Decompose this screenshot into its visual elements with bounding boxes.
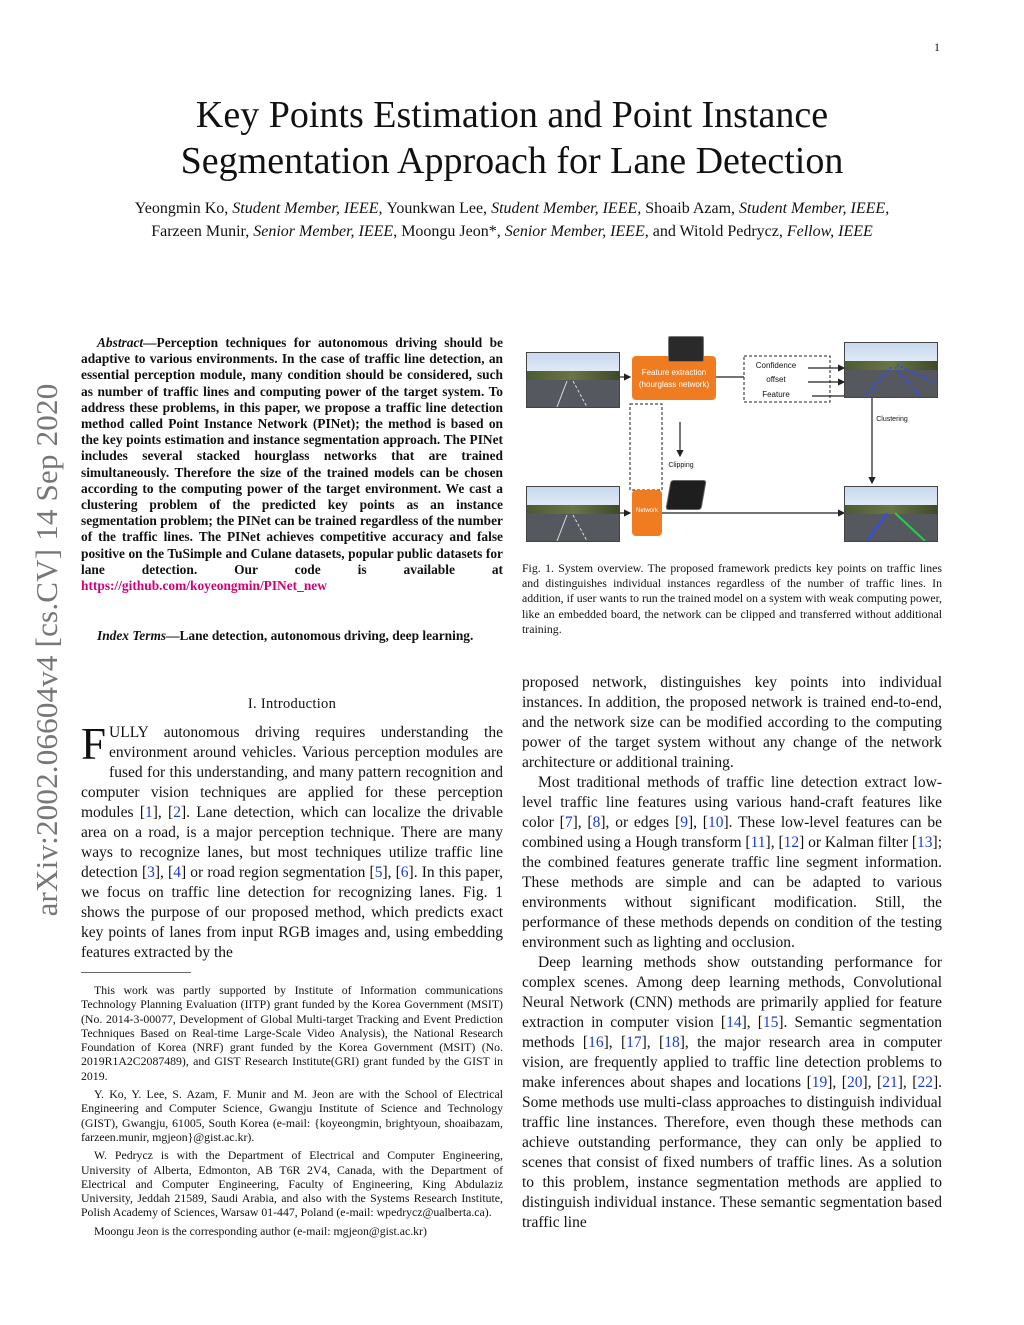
citation-link[interactable]: 6 <box>400 864 409 881</box>
author-role: Senior Member, IEEE <box>253 223 394 240</box>
index-terms-label: Index Terms <box>97 628 167 643</box>
text-run: ]; the combined features generate traffic line segment information. These methods are simple and can be adapted to various environments without significant modification. Still, the performance of these methods depends on condition of the testing environment such as lighting and occlusion. <box>522 834 943 951</box>
text-run: ], or edges [ <box>600 814 681 831</box>
footnote-rule <box>81 972 191 973</box>
clustering-label: Clustering <box>876 416 908 423</box>
text-run: ]. Lane detection, which can localize the drivable area on a road, is a major perception technique. There are many ways to recognize lanes, but most techniques utilize traffic line detection [ <box>81 804 504 881</box>
text-run: ]. Semantic segmentation methods [ <box>522 1014 942 1051</box>
abstract-text: —Perception techniques for autonomous driving should be adaptive to various environments. In the case of traffic line detection, an essential perception module, many condition should be considered, such as number of traffic lines and computing power of the target system. To address these problems, in this paper, we propose a traffic line detection method called Point Instance Network (PINet); the method is based on the key points estimation and instance segmentation approach. The PINet includes several stacked hourglass networks that are trained simultaneously. Therefore the size of the trained models can be chosen according to the computing power of the target environment. We cast a clustering problem of the predicted key points as an instance segmentation problem; the PINet can be trained regardless of the number of the traffic lines. The PINet achieves competitive accuracy and false positive on the TuSimple and Culane datasets, popular public datasets for lane detection. Our code is available at <box>81 335 503 577</box>
citation-link[interactable]: 18 <box>664 1034 680 1051</box>
page-number: 1 <box>934 40 940 54</box>
text-run: ], [ <box>897 1074 918 1091</box>
feature-label: Feature <box>762 390 790 399</box>
clipping-label: Clipping <box>668 462 694 469</box>
text-run: Deep learning methods show outstanding performance for complex scenes. Among deep learning methods, Convolutional Neural Network (CNN) methods are primarily applied for feature extraction in computer vision [ <box>522 954 942 1031</box>
footnote-affiliation: W. Pedrycz is with the Department of Electrical and Computer Engineering, University of Alberta, Edmonton, AB T6R 2V4, Canada, with the Department of Electrical and Computer Engineering, Faculty of Engineering, King Abdulaziz University, Jeddah 21589, Saudi Arabia, and also with the Systems Research Institute, Polish Academy of Sciences, Warsaw 01-447, Poland (e-mail: wpedrycz@ualberta.ca). <box>81 1148 503 1220</box>
confidence-label: Confidence <box>755 361 797 370</box>
footnote-affiliation: Y. Ko, Y. Lee, S. Azam, F. Munir and M. Jeon are with the School of Electrical Engineering and Computer Science, Gwangju Institute of Science and Technology (GIST), Gwangju, 61005, South Korea (e-mail: {koyeongmin, brightyoun, shoaibazam, farzeen.munir, mgjeon}@gist.ac.kr). <box>81 1087 503 1144</box>
citation-link[interactable]: 21 <box>882 1074 898 1091</box>
citation-link[interactable]: 20 <box>846 1074 863 1091</box>
lane-instance <box>895 513 925 541</box>
text-run: ]. In this paper, we focus on traffic line detection for recognizing lanes. Fig. 1 shows the purpose of our proposed method, which predicts exact key points of lanes from input RGB images and, using embedding features extracted by the <box>81 864 503 961</box>
citation-link[interactable]: 15 <box>762 1014 779 1031</box>
arxiv-stamp <box>22 350 72 950</box>
section-heading: I. Introduction <box>247 696 337 712</box>
input-road-image <box>526 352 620 408</box>
author-name: Shoaib Azam, <box>645 200 740 217</box>
network-label: Network <box>635 508 658 514</box>
author-list <box>110 197 914 243</box>
output-keypoints-image <box>844 342 938 398</box>
author-name: , and Witold Pedrycz, <box>644 223 787 240</box>
text-run: Most traditional methods of traffic line detection extract low-level traffic line features using various hand-craft features like color [ <box>522 774 942 831</box>
index-terms-text: —Lane detection, autonomous driving, deep learning. <box>166 628 474 643</box>
text-run: ]. These low-level features can be combined using a Hough transform [ <box>522 814 942 851</box>
citation-link[interactable]: 7 <box>564 814 573 831</box>
code-link[interactable]: https://github.com/koyeongmin/PINet_new <box>81 578 327 594</box>
paragraph <box>522 673 942 773</box>
citation-link[interactable]: 10 <box>707 814 724 831</box>
author-role: Student Member, IEEE, <box>491 200 646 217</box>
output-instances-image <box>844 486 938 542</box>
text-run: ] or Kalman filter [ <box>799 834 918 851</box>
citation-link[interactable]: 16 <box>588 1034 604 1051</box>
lane-keypoints <box>895 367 921 397</box>
citation-link[interactable]: 4 <box>173 864 181 881</box>
text-run: ], [ <box>152 804 174 821</box>
lane-keypoints <box>897 365 937 383</box>
text-run: ], [ <box>827 1074 847 1091</box>
title-line-2: Segmentation Approach for Lane Detection <box>180 140 844 182</box>
embedded-board-icon <box>665 480 706 510</box>
text-run: ULLY autonomous driving requires understanding the environment around vehicles. Various perception modules are fused for this understanding, and many pattern recognition and computer vision techniques are applied for these perception modules [ <box>81 724 503 821</box>
offset-label: offset <box>766 375 786 384</box>
gpu-icon <box>668 336 704 362</box>
citation-link[interactable]: 8 <box>592 814 601 831</box>
drop-cap: F <box>81 719 107 769</box>
citation-link[interactable]: 19 <box>811 1074 828 1091</box>
text-run: ], [ <box>862 1074 883 1091</box>
author-role: Senior Member, IEEE <box>504 223 645 240</box>
text-run: ], [ <box>382 864 401 881</box>
author-role: Student Member, IEEE, <box>232 200 387 217</box>
figure-1 <box>522 330 944 550</box>
abstract <box>81 335 503 594</box>
footnotes <box>81 983 503 1242</box>
citation-link[interactable]: 12 <box>783 834 800 851</box>
abstract-label: Abstract <box>97 335 144 350</box>
author-role: Fellow, IEEE <box>786 223 873 240</box>
text-run: ], [ <box>765 834 784 851</box>
citation-link[interactable]: 5 <box>374 864 383 881</box>
paragraph <box>522 953 942 1233</box>
figure-caption: Fig. 1. System overview. The proposed framework predicts key points on traffic lines and distinguishes individual instances regardless of the number of traffic lines. In addition, if user wants to run the trained model on a system with weak computing power, like an embedded board, the network can be clipped and transferred without additional training. <box>522 561 942 636</box>
text-run: ], the major research area in computer vision, are frequently applied to traffic line detection problems to make inferences about shapes and locations [ <box>522 1034 942 1091</box>
footnote-funding: This work was partly supported by Institute of Information communications Technology Planning Evaluation (IITP) grant funded by the Korea Government (MSIT) (No. 2014-3-00077, Development of Global Multi-target Tracking and Event Prediction Techniques Based on Real-time Large-Scale Video Analysis), the National Research Foundation of Korea (NRF) grant funded by the Korea Government (MSIT) (No. 2019R1A2C2087489), and GIST Research Institute(GRI) grant funded by the GIST in 2019. <box>81 983 503 1083</box>
right-column-text <box>522 673 942 1233</box>
label-line: Feature extraction <box>641 368 707 377</box>
intro-paragraph <box>81 719 504 963</box>
text-run: ], [ <box>687 814 708 831</box>
feature-extraction-label <box>632 368 716 389</box>
citation-link[interactable]: 1 <box>144 804 153 821</box>
author-name: Yeongmin Ko, <box>134 200 233 217</box>
text-run: ] or road region segmentation [ <box>180 864 375 881</box>
text-run: ], [ <box>572 814 593 831</box>
citation-link[interactable]: 22 <box>917 1074 933 1091</box>
text-run: ], [ <box>603 1034 627 1051</box>
title-line-1: Key Points Estimation and Point Instance <box>195 94 829 136</box>
arxiv-id: arXiv:2002.06604v4 [cs.CV] 14 Sep 2020 <box>29 383 64 917</box>
citation-link[interactable]: 3 <box>147 864 155 881</box>
citation-link[interactable]: 2 <box>173 804 181 821</box>
author-name: , Farzeen Munir, <box>151 200 890 240</box>
index-terms <box>81 628 503 644</box>
text-run: ], [ <box>154 864 174 881</box>
citation-link[interactable]: 13 <box>917 834 933 851</box>
text-run: proposed network, distinguishes key points into individual instances. In addition, the proposed network is trained end-to-end, and the network size can be modified according to the computing power of the target system without any change of the network architecture or additional training. <box>522 674 942 771</box>
clipping-bracket <box>630 404 662 490</box>
citation-link[interactable]: 9 <box>680 814 688 831</box>
label-line: (hourglass network) <box>638 380 710 389</box>
text-run: ], [ <box>741 1014 763 1031</box>
citation-link[interactable]: 14 <box>726 1014 742 1031</box>
author-name: Younkwan Lee, <box>386 200 492 217</box>
lane-instance <box>867 513 887 541</box>
author-name: , Moongu Jeon*, <box>393 223 505 240</box>
text-run: ]. Some methods use multi-class approaches to distinguish individual traffic line instances. Therefore, even though these methods can achieve outstanding performance, they can only be applied to scenes that consist of fixed numbers of traffic lines. As a solution to this problem, instance segmentation methods are applied to distinguish individual instance. These semantic segmentation based traffic line <box>522 1074 943 1231</box>
footnote-corresponding: Moongu Jeon is the corresponding author (e-mail: mgjeon@gist.ac.kr) <box>94 1223 427 1238</box>
paragraph <box>522 773 942 953</box>
input-road-image <box>526 486 620 542</box>
citation-link[interactable]: 17 <box>626 1034 642 1051</box>
text-run: ], [ <box>641 1034 665 1051</box>
author-role: Student Member, IEEE <box>739 200 886 217</box>
paper-title <box>100 92 924 184</box>
lane-keypoints <box>865 367 891 397</box>
citation-link[interactable]: 11 <box>750 834 766 851</box>
